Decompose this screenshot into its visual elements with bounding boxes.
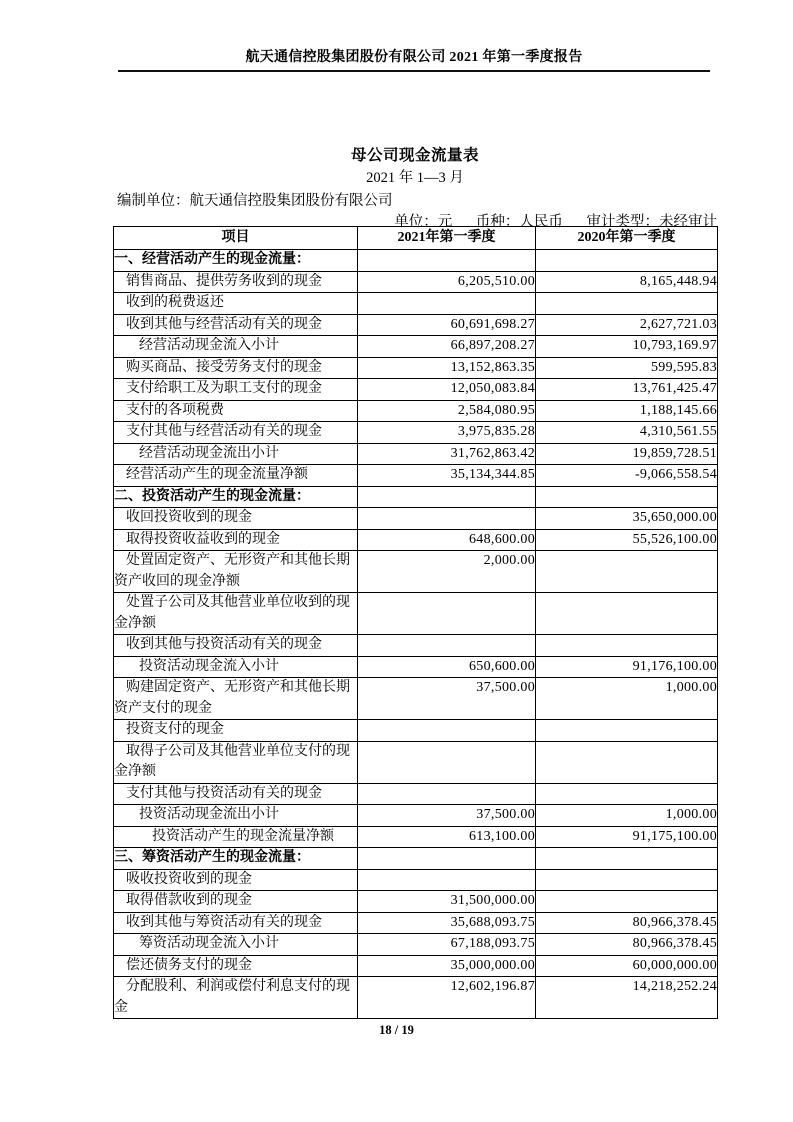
row-value-2021: 12,050,083.84: [358, 379, 536, 401]
row-value-2021: 31,500,000.00: [358, 891, 536, 913]
row-label: 收到其他与筹资活动有关的现金: [114, 912, 358, 934]
row-value-2020: [536, 593, 718, 635]
row-value-2020: 35,650,000.00: [536, 508, 718, 530]
currency-label: 币种：人民币: [475, 214, 563, 230]
row-value-2021: [358, 486, 536, 508]
row-value-2021: [358, 250, 536, 272]
row-label: 筹资活动现金流入小计: [114, 934, 358, 956]
table-row: [114, 869, 718, 891]
unit-label: 单位：元: [394, 214, 453, 230]
row-label: 经营活动现金流入小计: [114, 336, 358, 358]
row-value-2020: 8,165,448.94: [536, 271, 718, 293]
table-row: [114, 250, 718, 272]
row-value-2021: [358, 593, 536, 635]
row-value-2020: 599,595.83: [536, 357, 718, 379]
row-value-2020: 1,000.00: [536, 678, 718, 720]
row-value-2021: [358, 635, 536, 657]
table-row: [114, 357, 718, 379]
table-row: [114, 805, 718, 827]
row-value-2021: 37,500.00: [358, 678, 536, 720]
row-value-2021: 67,188,093.75: [358, 934, 536, 956]
table-row: [114, 891, 718, 913]
row-label: 经营活动产生的现金流量净额: [114, 465, 358, 487]
row-label: 投资活动现金流出小计: [114, 805, 358, 827]
row-label: 支付的各项税费: [114, 400, 358, 422]
row-value-2021: 650,600.00: [358, 656, 536, 678]
page-number: 18 / 19: [379, 1023, 414, 1037]
row-value-2021: [358, 783, 536, 805]
row-label: 购买商品、接受劳务支付的现金: [114, 357, 358, 379]
table-row: [114, 656, 718, 678]
row-value-2021: 66,897,208.27: [358, 336, 536, 358]
column-header-2020-q1: 2020年第一季度: [536, 227, 718, 250]
table-row: [114, 422, 718, 444]
row-label: 取得借款收到的现金: [114, 891, 358, 913]
table-row: [114, 443, 718, 465]
row-value-2020: 4,310,561.55: [536, 422, 718, 444]
row-label: 投资活动现金流入小计: [114, 656, 358, 678]
table-row: [114, 529, 718, 551]
report-header: 航天通信控股集团股份有限公司 2021 年第一季度报告: [245, 50, 583, 65]
table-row: [114, 271, 718, 293]
row-value-2020: [536, 741, 718, 783]
row-value-2020: -9,066,558.54: [536, 465, 718, 487]
row-value-2020: [536, 720, 718, 742]
row-value-2021: 13,152,863.35: [358, 357, 536, 379]
table-row: [114, 826, 718, 848]
row-label: 购建固定资产、无形资产和其他长期资产支付的现金: [114, 678, 358, 720]
table-row: [114, 741, 718, 783]
table-row: [114, 465, 718, 487]
row-value-2020: [536, 551, 718, 593]
row-value-2021: 35,134,344.85: [358, 465, 536, 487]
row-value-2020: [536, 869, 718, 891]
row-value-2020: [536, 293, 718, 315]
table-row: [114, 912, 718, 934]
row-value-2020: 80,966,378.45: [536, 934, 718, 956]
row-value-2021: 35,688,093.75: [358, 912, 536, 934]
row-label: 销售商品、提供劳务收到的现金: [114, 271, 358, 293]
row-label: 收到的税费返还: [114, 293, 358, 315]
row-value-2020: 91,175,100.00: [536, 826, 718, 848]
row-value-2021: [358, 869, 536, 891]
row-value-2020: [536, 891, 718, 913]
row-value-2021: 31,762,863.42: [358, 443, 536, 465]
column-header-item: 项目: [114, 227, 358, 250]
row-value-2021: 613,100.00: [358, 826, 536, 848]
row-value-2020: 91,176,100.00: [536, 656, 718, 678]
row-value-2021: 12,602,196.87: [358, 977, 536, 1019]
table-row: [114, 379, 718, 401]
table-row: [114, 314, 718, 336]
row-value-2020: [536, 250, 718, 272]
row-value-2021: [358, 293, 536, 315]
cash-flow-table: [113, 226, 718, 1019]
row-label: 收回投资收到的现金: [114, 508, 358, 530]
row-label: 偿还债务支付的现金: [114, 955, 358, 977]
table-row: [114, 551, 718, 593]
row-value-2021: 37,500.00: [358, 805, 536, 827]
row-value-2020: [536, 635, 718, 657]
row-value-2021: 2,000.00: [358, 551, 536, 593]
row-label: 分配股利、利润或偿付利息支付的现金: [114, 977, 358, 1019]
row-value-2021: 35,000,000.00: [358, 955, 536, 977]
row-label: 一、经营活动产生的现金流量：: [114, 250, 358, 272]
row-label: 二、投资活动产生的现金流量：: [114, 486, 358, 508]
table-row: [114, 720, 718, 742]
row-label: 投资活动产生的现金流量净额: [114, 826, 358, 848]
row-value-2020: [536, 783, 718, 805]
row-label: 支付其他与投资活动有关的现金: [114, 783, 358, 805]
table-header-row: [114, 227, 718, 250]
row-value-2020: 2,627,721.03: [536, 314, 718, 336]
table-row: [114, 508, 718, 530]
row-label: 处置子公司及其他营业单位收到的现金净额: [114, 593, 358, 635]
row-value-2021: [358, 508, 536, 530]
row-label: 处置固定资产、无形资产和其他长期资产收回的现金净额: [114, 551, 358, 593]
table-row: [114, 593, 718, 635]
row-value-2021: 6,205,510.00: [358, 271, 536, 293]
row-value-2020: [536, 848, 718, 870]
row-label: 投资支付的现金: [114, 720, 358, 742]
row-value-2020: 19,859,728.51: [536, 443, 718, 465]
row-value-2021: [358, 720, 536, 742]
table-row: [114, 934, 718, 956]
table-row: [114, 635, 718, 657]
row-value-2020: 1,000.00: [536, 805, 718, 827]
table-row: [114, 400, 718, 422]
table-row: [114, 336, 718, 358]
row-value-2020: [536, 486, 718, 508]
row-value-2020: 14,218,252.24: [536, 977, 718, 1019]
row-value-2020: 13,761,425.47: [536, 379, 718, 401]
row-label: 支付给职工及为职工支付的现金: [114, 379, 358, 401]
row-label: 取得子公司及其他营业单位支付的现金净额: [114, 741, 358, 783]
row-value-2021: [358, 848, 536, 870]
table-row: [114, 678, 718, 720]
row-label: 吸收投资收到的现金: [114, 869, 358, 891]
row-label: 三、筹资活动产生的现金流量：: [114, 848, 358, 870]
row-label: 经营活动现金流出小计: [114, 443, 358, 465]
row-value-2020: 1,188,145.66: [536, 400, 718, 422]
table-row: [114, 293, 718, 315]
column-header-2021-q1: 2021年第一季度: [358, 227, 536, 250]
header-divider: [118, 70, 710, 72]
row-label: 收到其他与投资活动有关的现金: [114, 635, 358, 657]
table-row: [114, 486, 718, 508]
row-value-2020: 10,793,169.97: [536, 336, 718, 358]
statement-period: 2021 年 1—3 月: [366, 170, 464, 186]
table-row: [114, 955, 718, 977]
table-row: [114, 848, 718, 870]
audit-type-label: 审计类型：未经审计: [586, 214, 717, 230]
row-value-2020: 60,000,000.00: [536, 955, 718, 977]
table-body: [114, 250, 718, 1019]
table-row: [114, 977, 718, 1019]
row-value-2021: [358, 741, 536, 783]
row-value-2021: 3,975,835.28: [358, 422, 536, 444]
row-value-2021: 60,691,698.27: [358, 314, 536, 336]
row-label: 收到其他与经营活动有关的现金: [114, 314, 358, 336]
row-value-2020: 80,966,378.45: [536, 912, 718, 934]
row-label: 取得投资收益收到的现金: [114, 529, 358, 551]
table-row: [114, 783, 718, 805]
row-value-2020: 55,526,100.00: [536, 529, 718, 551]
prepared-by-line: 编制单位：航天通信控股集团股份有限公司: [117, 193, 393, 209]
row-value-2021: 2,584,080.95: [358, 400, 536, 422]
statement-title: 母公司现金流量表: [350, 147, 479, 164]
row-label: 支付其他与经营活动有关的现金: [114, 422, 358, 444]
row-value-2021: 648,600.00: [358, 529, 536, 551]
